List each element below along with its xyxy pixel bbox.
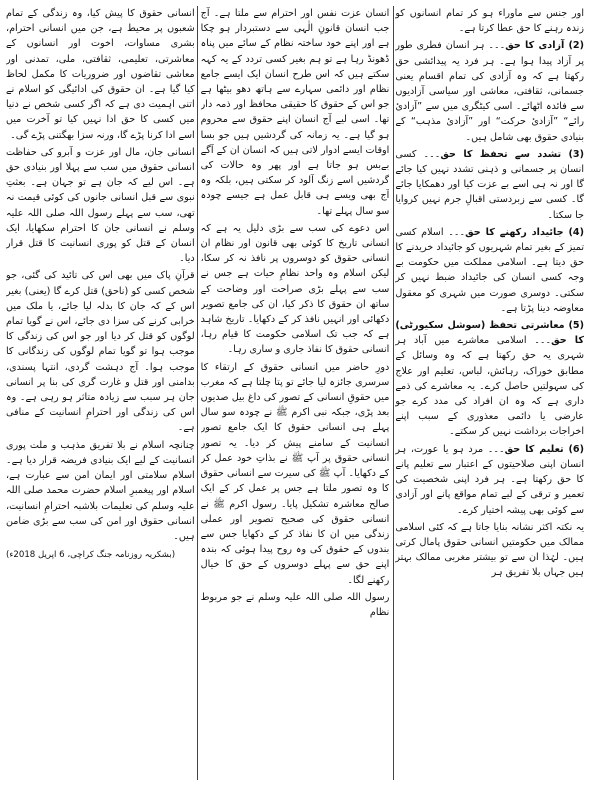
section-heading: (6) تعلیم کا حق	[504, 443, 584, 455]
paragraph: انسان عزت نفس اور احترام سے ملتا ہے۔ آج جب انسان قانونِ الٰہی سے دستبردار ہو چکا ہے اور اپنے خود ساختہ نظام کے سائے میں پناہ ڈھونڈ رہا ہے تو ہم بغیر کسی تردد کے یہ کہہ سکتے ہیں کہ اس طرح انسان ایک ایسے جامع نظام اور دائمی سہارے سے ہاتھ دھو بیٹھا ہے جو اس کے حقوق کا حقیقی محافظ اور ذمہ دار تھا۔ اسی لیے آج انسان اپنے حقوق سے محروم ہو گیا ہے۔ یہ زمانہ کی گردشیں ہیں جو بسا اوقات ایسے ادوار لاتی ہیں کہ انسان ان کے آگے بےبس ہو جاتا ہے اور پھر وہ حالات کی گردشیں اسے زنگ آلود کر سکتی ہیں، بلکہ وہ آج بھی ویسے ہی قابل عمل ہے جیسے چودہ سو سال پہلے تھا۔	[200, 8, 390, 217]
column-divider	[197, 6, 198, 780]
paragraph: انسانی جان، مال اور عزت و آبرو کی حفاظت انسانی حقوق میں سب سے پہلا اور بنیادی حق ہے۔ اس لیے کہ جان ہے تو جہان ہے۔ بعثتِ نبوی سے قبل انسانی جانوں کی کوئی قیمت نہ تھی، سب سے پہلے رسول اللہ صلی اللہ علیہ وسلم نے انسانی جان کا احترام سکھایا، ایک انسان کے قتل کو پوری انسانیت کا قتل قرار دیا۔	[5, 146, 195, 265]
section-heading: (3) تشدد سے تحفظ کا حق	[440, 148, 584, 160]
section-text: ۔۔۔ مرد ہو یا عورت، ہر انسان اپنی صلاحیتوں کے اعتبار سے تعلیم پانے کا حق رکھتا ہے۔ ہر فرد اپنی شخصیت کی تعمیر و ترقی کے لیے تمام مواقع پانے اور آزادی سے کوئی بھی پیشہ اختیار کرے۔	[395, 443, 584, 516]
section-text: ۔۔۔ اسلامی معاشرے میں آباد ہر شہری یہ حق رکھتا ہے کہ وہ وسائل کے مطابق خوراک، رہائش، لباس، تعلیم اور علاج کی سہولتیں حاصل کرے۔ یہ معاشرے کی ذمے داری ہے کہ وہ ان افراد کی مدد کرے جو عارضی یا دائمی معذوری کے سبب اپنے اخراجات برداشت نہیں کر سکتے۔	[395, 335, 584, 438]
section-heading: (5) معاشرتی تحفظ (سوشل سکیورٹی) کا حق	[395, 320, 584, 347]
column-left	[6, 6, 195, 782]
section-6	[395, 442, 584, 518]
section-text: ۔۔۔ کسی انسان پر جسمانی و ذہنی تشدد نہیں کیا جائے گا اور نہ ہی اسے بے عزت کیا اور دھمکایا جائے گا۔ کسی سے زبردستی اقبالِ جرم نہیں کروایا جا سکتا۔	[395, 148, 584, 221]
section-text: ۔۔۔ اسلام کسی تمیز کے بغیر تمام شہریوں کو جائیداد خریدنے کا حق دیتا ہے۔ اسلامی مملکت میں حکومت بے وجہ کسی انسان کی جائیداد ضبط نہیں کر سکتی۔ دوسری صورت میں شہری کو معقول معاوضہ دینا پڑتا ہے۔	[395, 226, 584, 314]
section-2	[395, 38, 584, 144]
section-heading: (4) جائیداد رکھنے کا حق	[465, 226, 584, 238]
section-text: ۔۔۔ ہر انسان فطری طور پر آزاد پیدا ہوا ہے۔ ہر فرد یہ پیدائشی حق رکھتا ہے کہ وہ آزادی کی تمام اقسام یعنی جسمانی، ثقافتی، معاشی اور سیاسی آزادیوں سے فائدہ اٹھائے۔ اسی کیٹگری میں سے ”آزادیٔ رائے“ ”آزادیٔ حرکت“ اور ”آزادیٔ مذہب“ کے بنیادی حقوق بھی شامل ہیں۔	[395, 40, 584, 143]
section-5	[395, 318, 584, 440]
section-4	[395, 225, 584, 316]
paragraph: رسول اللہ صلی اللہ علیہ وسلم نے جو مربوط نظام	[200, 591, 390, 618]
column-divider	[393, 6, 394, 780]
source-credit: (بشکریہ روزنامہ جنگ کراچی، 6 اپریل 2018ء)	[5, 550, 176, 561]
paragraph: انسانی حقوق کا پیش کیا، وہ زندگی کے تمام شعبوں پر محیط ہے، جن میں انسانی احترام، بشری مساوات، اخوت اور انسانوں کے معاشرتی، تعلیمی، ثقافتی، ملی، تمدنی اور معاشی تقاضوں اور ضروریات کا مکمل لحاظ کیا گیا ہے۔ ان حقوق کی ادائیگی کو اسلام نے اتنی اہمیت دی ہے کہ اگر کسی شخص نے دنیا میں کسی کا حق ادا نہیں کیا تو آخرت میں اسے ادا کرنا پڑے گا، ورنہ سزا بھگتنی پڑے گی۔	[5, 8, 195, 141]
column-middle	[201, 6, 390, 782]
section-heading: (2) آزادی کا حق	[505, 40, 584, 52]
paragraph: یہ نکتہ اکثر نشانہ بنایا جاتا ہے کہ کئی اسلامی ممالک میں حکومتیں انسانی حقوق پامال کرتی ہیں۔ لہٰذا ان سے تو بیشتر مغربی ممالک بہتر ہیں جہاں بلا تفریق ہر	[395, 521, 584, 579]
paragraph: چنانچہ اسلام نے بلا تفریق مذہب و ملت پوری انسانیت کے لیے ایک بنیادی فریضہ قرار دیا ہے۔ اسلام سلامتی اور ایمان امن سے عبارت ہے، اسلام اور پیغمبرِ اسلام حضرت محمد صلی اللہ علیہ وسلم کی تعلیمات بلاشبہ احترامِ انسانیت، انسانی حقوق اور امن کی سب سے بڑی ضامن ہیں۔	[5, 439, 195, 542]
paragraph: دورِ حاضر میں انسانی حقوق کے ارتقاء کا سرسری جائزہ لیا جائے تو پتا چلتا ہے کہ مغرب میں حقوقِ انسانی کے تصور کی داغ بیل صدیوں بعد پڑی، جبکہ نبی اکرم ﷺ نے چودہ سو سال پہلے ہی انسانی حقوق کا ایک جامع تصور انسانیت کے سامنے پیش کر دیا۔ یہ تصور انسانی حقوق پر آپ ﷺ نے بذاتِ خود عمل کر کے دکھایا۔ آپ ﷺ کی سیرت سے انسانی حقوق کا وہ تصور ملتا ہے جس پر عمل کر کے ایک صالح معاشرہ تشکیل پایا۔ رسول اکرم ﷺ نے انسانی حقوق کی صحیح تصویر اور عملی زندگی میں ان کا نفاذ کر کے دکھایا جس سے بندوں کے حقوق کی وہ روح پیدا ہوئی کہ بندہ اپنے حق سے پہلے دوسروں کے حق کا خیال رکھنے لگا۔	[200, 361, 390, 586]
paragraph: قرآنِ پاک میں بھی اس کی تائید کی گئی، جو شخص کسی کو (ناحق) قتل کرے گا (یعنی) بغیر اس کے کہ جان کا بدلہ لیا جائے، یا ملک میں خرابی کرنے کی سزا دی جائے، اس نے گویا تمام لوگوں کو قتل کر دیا اور جو اس کی زندگی کا موجب ہوا تو گویا تمام لوگوں کی زندگانی کا موجب ہوا۔ آج دہشت گردی، انتہا پسندی، بدامنی اور قتل و غارت گری کی بنا پر انسانی جان ہر سبب سے زیادہ متاثر ہو رہی ہے۔ وہ اس کی زندگی اور احترامِ انسانیت کے منافی ہے۔	[5, 270, 195, 434]
section-3	[395, 147, 584, 223]
paragraph: اور جنس سے ماوراء ہو کر تمام انسانوں کو زندہ رہنے کا حق عطا کرتا ہے۔	[395, 8, 584, 35]
paragraph: اس دعوے کی سب سے بڑی دلیل یہ ہے کہ انسانی تاریخ کا کوئی بھی قانون اور نظام ان انسانی حقوق کو دوسروں پر نافذ نہ کر سکا، لیکن اسلام وہ واحد نظامِ حیات ہے جس نے سب سے پہلے بڑی صراحت اور وضاحت کے ساتھ ان حقوق کا ذکر کیا، ان کی جامع تصویر دکھائی اور انہیں نافذ کر کے دکھایا۔ تاریخ شاہد ہے کہ جب تک اسلامی حکومت کا قیام رہا، انسانی حقوق کا نفاذ جاری و ساری رہا۔	[200, 222, 390, 356]
column-right	[395, 6, 584, 782]
